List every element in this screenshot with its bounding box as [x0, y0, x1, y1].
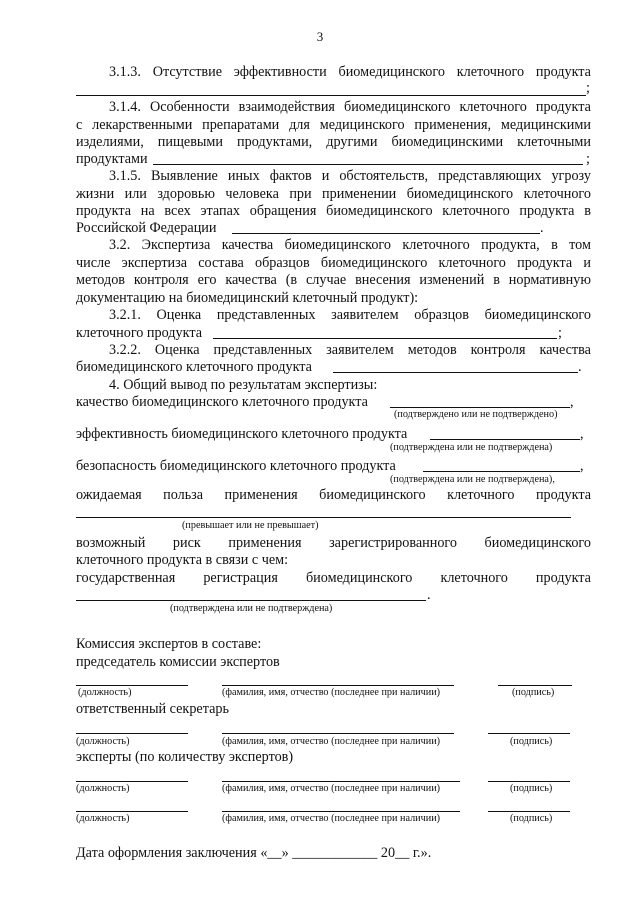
para-3-1-5-line: Российской Федерации [76, 220, 217, 236]
word: Особенности [149, 99, 230, 115]
comma: , [580, 426, 584, 442]
position-line [76, 733, 188, 734]
name-caption: (фамилия, имя, отчество (последнее при наличии) [222, 813, 441, 824]
signature-caption: (подпись) [512, 687, 555, 698]
word: продукта [535, 64, 591, 80]
name-line [222, 811, 460, 812]
word: регистрация [203, 570, 278, 586]
word: 3.1.4. [109, 99, 141, 115]
word: применения [228, 535, 302, 551]
word: для [289, 117, 310, 133]
para-3-1-4-line [109, 99, 591, 116]
position-caption: (должность) [76, 813, 130, 824]
word: Экспертиза [141, 237, 211, 253]
para-3-2-1-line: клеточного продукта [76, 325, 202, 341]
word: другими [326, 134, 378, 150]
signature-caption: (подпись) [510, 736, 553, 747]
word: Выявление [150, 168, 218, 184]
word: или [124, 186, 147, 202]
word: 3.1.5. [109, 168, 141, 184]
word: методов [407, 342, 457, 358]
para-3-2-line [109, 237, 591, 254]
signature-line [488, 781, 570, 782]
date-line: Дата оформления заключения «__» ____________ 20__ г.». [76, 845, 432, 861]
fill-line [76, 600, 426, 601]
fill-line [232, 233, 540, 234]
word: состава [198, 255, 244, 271]
fill-line [430, 439, 580, 440]
word: представляющих [438, 168, 542, 184]
safety-label: безопасность биомедицинского клеточного продукта [76, 458, 396, 474]
word: клеточными [517, 134, 591, 150]
fill-line [153, 164, 583, 165]
para-3-2-2-line [109, 342, 591, 359]
word: клеточного [447, 487, 515, 503]
word: и [583, 255, 591, 271]
word: всех [164, 203, 191, 219]
position-caption: (должность) [78, 687, 132, 698]
efficacy-label: эффективность биомедицинского клеточного продукта [76, 426, 408, 442]
para-3-2-line [76, 255, 591, 272]
word: медицинского [319, 117, 405, 133]
word: здоровью [157, 186, 215, 202]
word: случае [306, 272, 347, 288]
word: и [321, 168, 330, 184]
position-line [76, 811, 188, 812]
quality-hint: (подтверждено или не подтверждено) [394, 409, 558, 420]
word: этапах [200, 203, 241, 219]
experts-label: эксперты (по количеству экспертов) [76, 749, 294, 765]
comma: , [580, 458, 584, 474]
word: медицинскими [500, 117, 591, 133]
name-line [222, 733, 454, 734]
word: Отсутствие [152, 64, 222, 80]
word: биомедицинскими [391, 134, 504, 150]
fill-line [423, 471, 580, 472]
name-line [222, 685, 454, 686]
period: . [427, 587, 431, 603]
word: лекарственными [92, 117, 193, 133]
word: 3.2. [109, 237, 131, 253]
word: образцов [414, 307, 469, 323]
word: биомедицинского [484, 535, 591, 551]
signature-line [488, 811, 570, 812]
word: (в [285, 272, 298, 288]
word: в [584, 203, 591, 219]
name-caption: (фамилия, имя, отчество (последнее при наличии) [222, 687, 441, 698]
name-line [222, 781, 460, 782]
word: биомедицинского [320, 255, 428, 271]
word: продукта [535, 99, 591, 115]
word: клеточного [440, 570, 508, 586]
word: в [551, 237, 558, 253]
word: жизни [76, 186, 115, 202]
word: с [76, 117, 83, 133]
word: иных [227, 168, 260, 184]
word: биомедицинского [484, 307, 591, 323]
para-3-1-4-line [76, 134, 591, 151]
word: в [493, 272, 500, 288]
word: применении [322, 186, 397, 202]
word: нормативную [508, 272, 591, 288]
secretary-label: ответственный секретарь [76, 701, 229, 717]
word: том [569, 237, 591, 253]
registration-line [76, 570, 591, 587]
word: биомедицинского [406, 186, 514, 202]
word: клеточного [402, 237, 470, 253]
word: Оценка [154, 342, 200, 358]
commission-label: Комиссия экспертов в составе: [76, 636, 262, 652]
word: польза [163, 487, 204, 503]
position-caption: (должность) [76, 736, 130, 747]
word: эффективности [233, 64, 327, 80]
word: биомедицинского [319, 487, 426, 503]
section-4-heading: 4. Общий вывод по результатам экспертизы: [109, 377, 378, 393]
risk-line [76, 535, 591, 552]
semicolon: ; [586, 80, 590, 96]
word: его [197, 272, 217, 288]
word: продукта [535, 487, 591, 503]
word: представленных [213, 342, 313, 358]
word: риск [172, 535, 201, 551]
word: угрозу [551, 168, 591, 184]
risk-line-2: клеточного продукта в связи с чем: [76, 552, 289, 568]
fill-line [76, 95, 586, 96]
name-caption: (фамилия, имя, отчество (последнее при наличии) [222, 736, 441, 747]
word: качества [225, 272, 277, 288]
word: клеточного [523, 186, 591, 202]
word: зарегистрированного [329, 535, 457, 551]
para-3-1-5-line [76, 203, 591, 220]
word: числе [76, 255, 111, 271]
word: применения [224, 487, 298, 503]
word: изменений [419, 272, 485, 288]
word: изделиями, [76, 134, 144, 150]
word: 3.2.1. [109, 307, 141, 323]
fill-line [390, 407, 570, 408]
name-caption: (фамилия, имя, отчество (последнее при наличии) [222, 783, 441, 794]
chairman-label: председатель комиссии экспертов [76, 654, 280, 670]
semicolon: ; [586, 151, 590, 167]
semicolon: ; [558, 325, 562, 341]
word: клеточного [438, 255, 506, 271]
benefit-hint: (превышает или не превышает) [182, 520, 319, 531]
para-3-2-line: документацию на биомедицинский клеточный продукт): [76, 290, 419, 306]
para-3-2-1-line [109, 307, 591, 324]
signature-caption: (подпись) [510, 783, 553, 794]
comma: , [570, 394, 574, 410]
word: 3.2.2. [109, 342, 141, 358]
word: взаимодействия [238, 99, 335, 115]
word: обращения [249, 203, 317, 219]
word: Оценка [156, 307, 202, 323]
signature-caption: (подпись) [510, 813, 553, 824]
word: клеточного [459, 99, 527, 115]
word: препаратами [202, 117, 280, 133]
word: контроля [470, 342, 526, 358]
word: внесения [355, 272, 411, 288]
period: . [540, 220, 544, 236]
signature-line [488, 733, 570, 734]
word: биомедицинского [343, 99, 451, 115]
registration-hint: (подтверждена или не подтверждена) [170, 603, 333, 614]
word: представленных [216, 307, 316, 323]
fill-line [213, 338, 557, 339]
word: фактов [269, 168, 312, 184]
para-3-2-line [76, 272, 591, 289]
fill-line [76, 517, 571, 518]
para-3-1-5-line [109, 168, 591, 185]
word: экспертиза [121, 255, 188, 271]
para-3-1-4-line [76, 117, 591, 134]
word: продуктами, [237, 134, 313, 150]
para-3-2-2-line: биомедицинского клеточного продукта [76, 359, 312, 375]
efficacy-hint: (подтверждена или не подтверждена) [390, 442, 553, 453]
word: контроля [133, 272, 189, 288]
word: продукта [517, 255, 573, 271]
position-caption: (должность) [76, 783, 130, 794]
word: образцов [254, 255, 310, 271]
word: продукта [519, 203, 575, 219]
fill-line [333, 372, 578, 373]
word: биомедицинского [284, 237, 391, 253]
word: при [289, 186, 312, 202]
word: продукта [76, 203, 132, 219]
word: методов [76, 272, 125, 288]
word: биомедицинского [305, 570, 413, 586]
word: человека [225, 186, 279, 202]
word: качества [221, 237, 274, 253]
word: возможный [76, 535, 146, 551]
word: биомедицинского [326, 203, 433, 219]
para-3-1-3 [109, 64, 591, 81]
position-line [76, 781, 188, 782]
word: продукта, [481, 237, 540, 253]
word: биомедицинского [338, 64, 445, 80]
word: клеточного [442, 203, 510, 219]
word: клеточного [456, 64, 525, 80]
word: качества [539, 342, 591, 358]
word: на [140, 203, 155, 219]
safety-hint: (подтверждена или не подтверждена), [390, 474, 555, 485]
position-line [76, 685, 188, 686]
quality-label: качество биомедицинского клеточного продукта [76, 394, 368, 410]
word: продукта [535, 570, 591, 586]
period: . [578, 359, 582, 375]
word: пищевыми [157, 134, 224, 150]
word: заявителем [331, 307, 399, 323]
page-number: 3 [316, 29, 324, 44]
word: обстоятельств, [339, 168, 429, 184]
word: ожидаемая [76, 487, 142, 503]
word: заявителем [326, 342, 394, 358]
word: государственная [76, 570, 176, 586]
signature-line [498, 685, 572, 686]
word: применения, [414, 117, 492, 133]
word: 3.1.3. [109, 64, 141, 80]
para-3-1-4-line: продуктами [76, 151, 148, 167]
benefit-line [76, 487, 591, 504]
para-3-1-5-line [76, 186, 591, 203]
